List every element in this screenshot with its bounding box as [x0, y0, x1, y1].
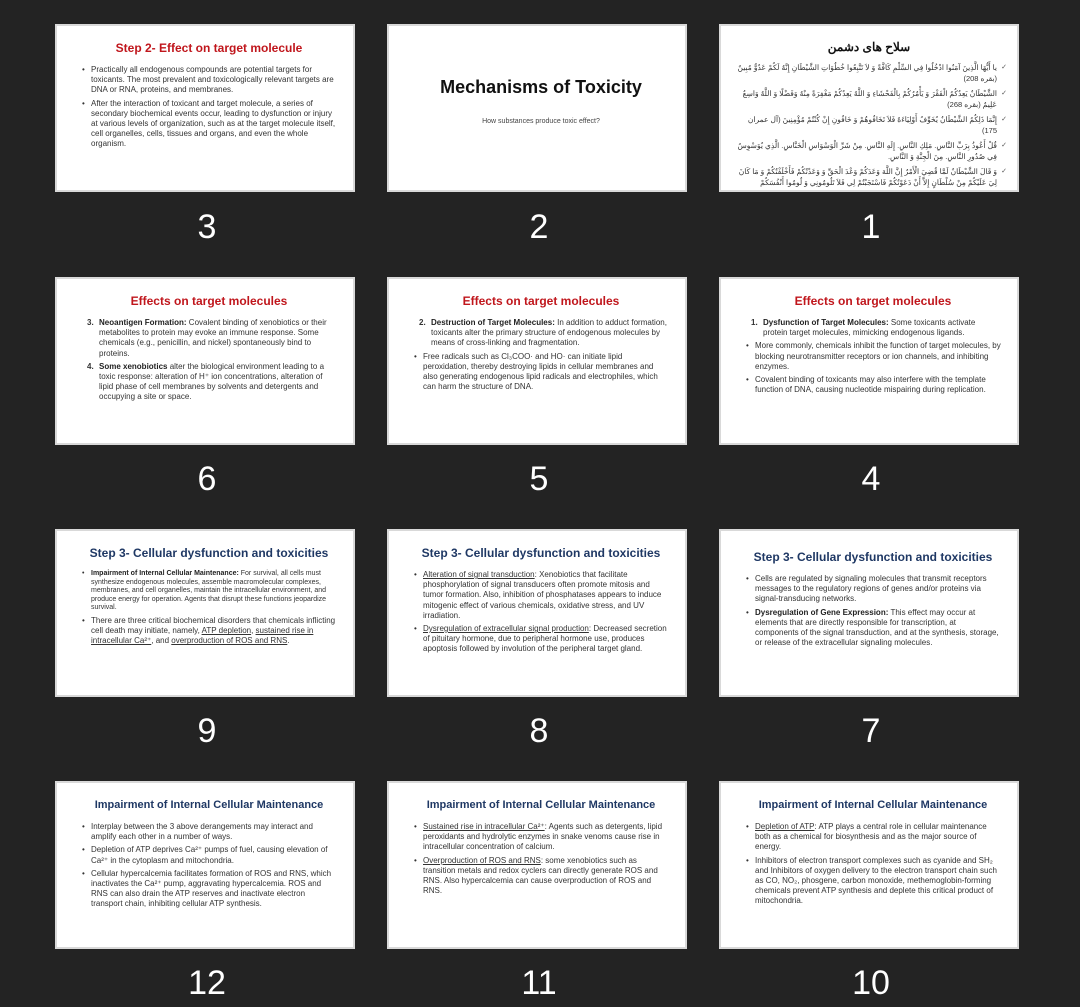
- slide-thumbnail-12[interactable]: [55, 781, 355, 949]
- slide-subtitle: How substances produce toxic effect?: [482, 118, 600, 125]
- bullet: • Depletion of ATP deprives Ca²⁺ pumps of fuel, causing elevation of Ca²⁺ in the cytoplasm and mitochondria.: [87, 845, 337, 865]
- bullet-list: [413, 822, 669, 896]
- slide-thumbnail-5[interactable]: [387, 277, 687, 445]
- slide-number: 8: [529, 712, 549, 750]
- slide-title: Impairment of Internal Cellular Maintenance: [758, 799, 988, 811]
- bullet: • Dysregulation of extracellular signal production: Decreased secretion of pituitary hormone, due to peripheral hormone use, produces apoptosis followed by involution of the peripheral target gland.: [419, 624, 669, 655]
- bullet-list: [81, 570, 337, 647]
- slide-number: 5: [529, 460, 549, 498]
- bullet: • Covalent binding of toxicants may also interfere with the template function of DNA, causing nucleotide mispairing during replication.: [751, 375, 1001, 395]
- slide-thumbnail-1[interactable]: [719, 24, 1019, 192]
- numbered-list: [81, 318, 337, 403]
- verse: ✓ قُلْ أَعُوذُ بِرَبِّ النَّاسِ. مَلِكِ النَّاسِ. إِلَهِ النَّاسِ. مِنْ شَرِّ الْوَسْوَاسِ الْخَنَّاسِ. الَّذِي يُوَسْوِسُ فِي صُدُورِ النَّاسِ. مِنَ الْجِنَّةِ وَ النَّاسِ.: [735, 140, 1003, 162]
- slide-title: Impairment of Internal Cellular Maintenance: [94, 799, 324, 811]
- slide-number: 12: [188, 964, 226, 1002]
- bullet: • Impairment of Internal Cellular Maintenance: For survival, all cells must synthesize endogenous molecules, assemble macromolecular complexes, membranes, and cell organelles, maintain the intracellular environment, and produce energy for operation. Agents that disrupt these functions jeopardize survival.: [87, 570, 337, 613]
- bullet: • Alteration of signal transduction: Xenobiotics that facilitate phosphorylation of signal transducers often promote mitosis and tumor formation. Also, inhibition of phosphatases appears to induce mitogenic effect of various chemicals, oxidative stress, and UV irradiation.: [419, 570, 669, 621]
- bullet: • Depletion of ATP: ATP plays a central role in cellular maintenance both as a chemical for biosynthesis and as the major source of energy.: [751, 822, 1001, 853]
- slide-thumbnail-10[interactable]: [719, 781, 1019, 949]
- bullet: • Cells are regulated by signaling molecules that transmit receptors messages to the regulatory regions of genes and/or proteins via signal-transducing networks.: [751, 574, 1001, 605]
- slide-number: 1: [861, 208, 881, 246]
- numbered-item: 1. Dysfunction of Target Molecules: Some toxicants activate protein target molecules, mimicking endogenous ligands.: [751, 318, 976, 338]
- slide-thumbnail-7[interactable]: [719, 529, 1019, 697]
- slide-title: سلاح های دشمن: [827, 40, 911, 54]
- bullet-list: [81, 65, 337, 150]
- verse: ✓ إِنَّمَا ذَلِكُمُ الشَّيْطَانُ يُخَوِّفُ أَوْلِيَاءَهُ فَلاَ تَخَافُوهُمْ وَ خَافُونِ إِنْ كُنْتُمْ مُؤْمِنِينَ (آل عمران 175): [735, 114, 1003, 136]
- slide-thumbnail-6[interactable]: [55, 277, 355, 445]
- slide-thumbnail-8[interactable]: [387, 529, 687, 697]
- slide-number: 7: [861, 712, 881, 750]
- slide-thumbnail-3[interactable]: [55, 24, 355, 192]
- slide-number: 10: [852, 964, 890, 1002]
- slide-number: 6: [197, 460, 217, 498]
- slide-thumbnail-11[interactable]: [387, 781, 687, 949]
- slide-title: Mechanisms of Toxicity: [440, 77, 642, 97]
- bullet-list: [81, 822, 337, 910]
- verse: ✓ الشَّيْطَانُ يَعِدُكُمُ الْفَقْرَ وَ يَأْمُرُكُمْ بِالْفَحْشَاءِ وَ اللَّهُ يَعِدُكُمْ مَغْفِرَةً مِنْهُ وَفَضْلًا وَ اللَّهُ وَاسِعٌ عَلِيمٌ (بقره 268): [735, 88, 1003, 110]
- slide-thumbnail-2[interactable]: [387, 24, 687, 192]
- bullet: • Free radicals such as Cl₃COO· and HO· can initiate lipid peroxidation, thereby destroying lipids in cellular membranes and also generating endogenous lipid radicals and electrophiles, which can harm the structure of DNA.: [419, 352, 669, 393]
- bullet-list: [745, 574, 1001, 648]
- slide-number: 2: [529, 208, 549, 246]
- bullet: • Inhibitors of electron transport complexes such as cyanide and SH₂ and Inhibitors of oxygen delivery to the electron transport chain such as CO, NO₂, phosgene, carbon monoxide, methemoglobin-forming chemicals prevent ATP synthesis and deplete this critical product of mitochondria.: [751, 856, 1001, 907]
- bullet: • After the interaction of toxicant and target molecule, a series of secondary biochemical events occur, leading to dysfunction or injury at various levels of organization, such as at the target molecule itself, cell organelles, cells, tissues and organs, and even the whole organism.: [87, 99, 337, 150]
- numbered-item: 2. Destruction of Target Molecules: In addition to adduct formation, toxicants alter the primary structure of endogenous molecules by means of cross-linking and fragmentation.: [419, 318, 667, 348]
- bullet-list: [413, 318, 669, 392]
- slide-thumbnail-4[interactable]: [719, 277, 1019, 445]
- slide-number: 9: [197, 712, 217, 750]
- slide-title: Step 2- Effect on target molecule: [115, 41, 303, 55]
- verse: ✓ يا أَيُّهَا الَّذِينَ آمَنُوا ادْخُلُوا فِي السِّلْمِ كَافَّةً وَ لاَ تَتَّبِعُوا خُطُوَاتِ الشَّيْطَانِ إِنَّهُ لَكُمْ عَدُوٌّ مُبِينٌ (بقره 208): [735, 62, 1003, 84]
- slide-number: 11: [521, 964, 557, 1002]
- bullet-list: [745, 318, 1001, 395]
- bullet: • Practically all endogenous compounds are potential targets for toxicants. The most prevalent and toxicologically relevant targets are DNA or RNA, proteins, and membranes.: [87, 65, 337, 96]
- bullet: • Interplay between the 3 above derangements may interact and amplify each other in a number of ways.: [87, 822, 337, 842]
- bullet: • Dysregulation of Gene Expression: This effect may occur at elements that are directly responsible for transcription, at components of the signal transduction, and at the synthesis, storage, or release of the extracellular signaling molecules.: [751, 608, 1001, 649]
- slide-title: Effects on target molecules: [130, 294, 288, 308]
- slide-title: Step 3- Cellular dysfunction and toxicities: [753, 550, 993, 564]
- bullet-list: [745, 822, 1001, 907]
- bullet-list: [413, 570, 669, 655]
- slide-title: Impairment of Internal Cellular Maintenance: [426, 799, 656, 811]
- verse-list: [735, 62, 1003, 188]
- numbered-item: 3. Neoantigen Formation: Covalent binding of xenobiotics or their metabolites to protein may evoke an immune response. Some chemicals (e.g., penicillin, and nickel) spontaneously bind to proteins.: [87, 318, 327, 358]
- slide-thumbnail-9[interactable]: [55, 529, 355, 697]
- bullet: • Sustained rise in intracellular Ca²⁺: Agents such as detergents, lipid peroxidants and hydrolytic enzymes in snake venoms cause rise in intracellular concentration of calcium.: [419, 822, 669, 853]
- bullet: • Overproduction of ROS and RNS: some xenobiotics such as transition metals and redox cyclers can directly generate ROS and RNS. Also hypercalcemia can cause overproduction of ROS and RNS.: [419, 856, 669, 897]
- bullet: • Cellular hypercalcemia facilitates formation of ROS and RNS, which inactivates the Ca²⁺ pump, aggravating hypercalcemia. ROS and RNS can also drain the ATP reserves and inactivate electron transport chain, inhibiting cellular ATP synthesis.: [87, 869, 337, 910]
- bullet: • More commonly, chemicals inhibit the function of target molecules, by blocking neurotransmitter receptors or ion channels, and inhibiting enzymes.: [751, 341, 1001, 372]
- slide-number: 4: [861, 460, 881, 498]
- bullet: • There are three critical biochemical disorders that chemicals inflicting cell death may initiate, namely, ATP depletion, sustained rise in intracellular Ca²⁺, and overproduction of ROS and RNS.: [87, 616, 337, 647]
- slide-title: Effects on target molecules: [462, 294, 620, 308]
- slide-number: 3: [197, 208, 217, 246]
- slide-title: Effects on target molecules: [794, 294, 952, 308]
- numbered-item: 4. Some xenobiotics alter the biological environment leading to a toxic response: alteration of H⁺ ion concentrations, alteration of lipid phase of cell membranes by solvents and detergents and occupying a site or space.: [87, 361, 325, 402]
- verse: ✓ وَ قَالَ الشَّيْطَانُ لَمَّا قُضِيَ الْأَمْرُ إِنَّ اللَّهَ وَعَدَكُمْ وَعْدَ الْحَقِّ وَ وَعَدْتُكُمْ فَأَخْلَفْتُكُمْ وَ مَا كَانَ لِيَ عَلَيْكُمْ مِنْ سُلْطَانٍ إِلاَّ أَنْ دَعَوْتُكُمْ فَاسْتَجَبْتُمْ لِي فَلاَ تَلُومُونِي وَ لُومُوا أَنْفُسَكُمْ: [735, 166, 1003, 188]
- slide-title: Step 3- Cellular dysfunction and toxicities: [89, 546, 329, 560]
- slide-title: Step 3- Cellular dysfunction and toxicities: [421, 546, 661, 560]
